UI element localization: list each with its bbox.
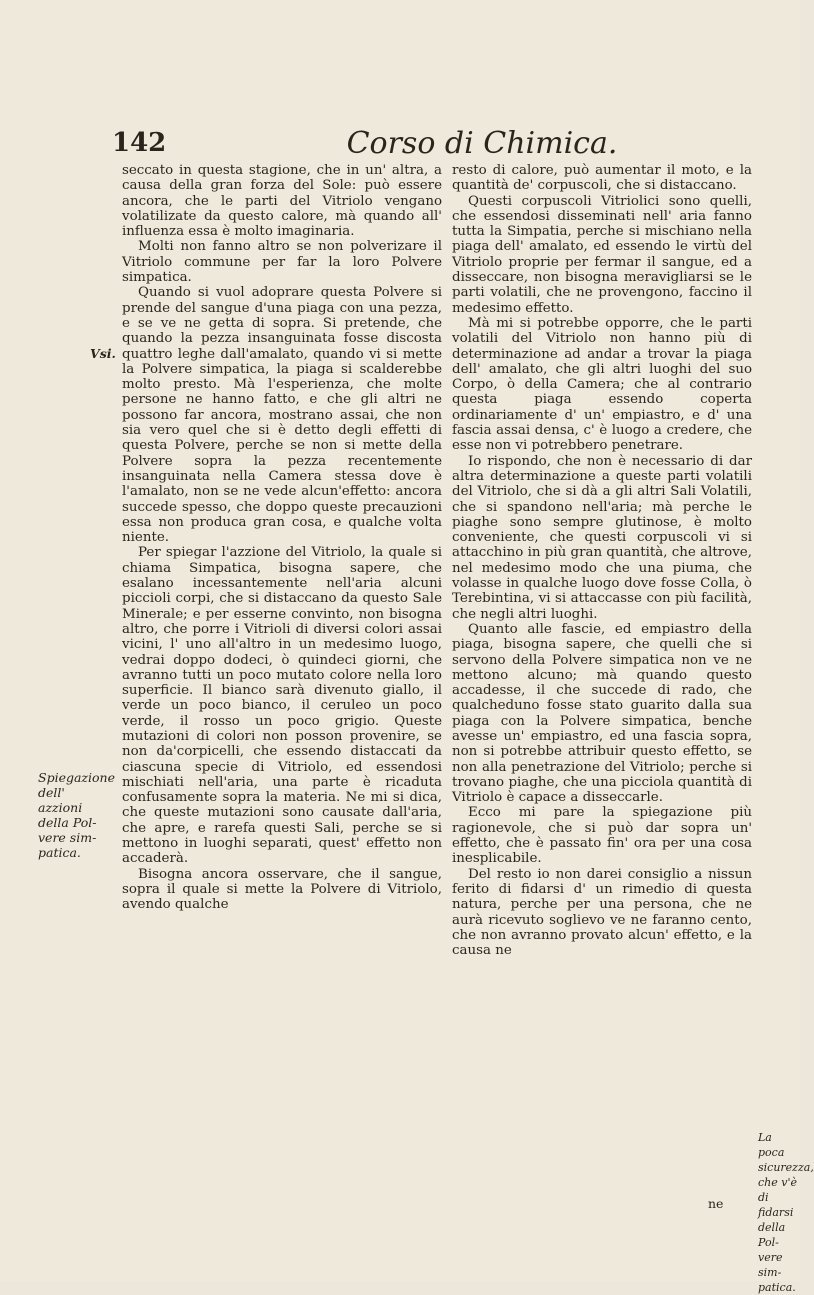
catchword: ne bbox=[708, 1196, 724, 1211]
paragraph: Quanto alle fascie, ed empiastro della piaga, bisogna sapere, che quelli che si servono della Polvere simpatica non ve ne mettono alcuno; mà quando questo accadesse, il che succede di rado, che qualcheduno fosse stato guarito dalla sua piaga con la Polvere simpatica, benche avesse un' empiastro, ed una fascia sopra, non si potrebbe attribuir questo effetto, se non alla penetrazione del Vitriolo; perche si trovano piaghe, che una picciola quantità di Vitriolo è capace a disseccarle. bbox=[452, 621, 752, 806]
paragraph: Ecco mi pare la spiegazione più ragionevole, che si può dar sopra un' effetto, che è passato fin' ora per una cosa inesplicabile. bbox=[452, 805, 752, 867]
paragraph: Io rispondo, che non è necessario di dar altra determinazione a queste parti volatili del Vitriolo, che si dà a gli altri Sali Volatili, che si spandono nell'aria; mà perche le piaghe sono sempre glutinose, è molto conveniente, che questi corpuscoli vi si attacchino in più gran quantità, che altrove, nel medesimo modo che una piuma, che volasse in qualche luogo dove fosse Colla, ò Terebintina, vi si attaccasse con più facilità, che negli altri luoghi. bbox=[452, 453, 752, 622]
margin-note-vedi: Vsi. bbox=[90, 346, 116, 361]
paragraph: seccato in questa stagione, che in un' altra, a causa della gran forza del Sole: può essere ancora, che le parti del Vitriolo vengano volatilizate da questo calore, mà quando all' influenza essa è molto imaginaria. bbox=[122, 163, 442, 240]
margin-note-spiegazione: Spiegazione dell' azzioni della Pol- vere sim- patica. bbox=[38, 770, 115, 860]
page-number: 142 bbox=[112, 128, 167, 158]
running-title: Corso di Chimica. bbox=[346, 126, 618, 161]
paragraph: Molti non fanno altro se non polverizare il Vitriolo commune per far la loro Polvere simpatica. bbox=[122, 239, 442, 286]
left-column bbox=[122, 163, 442, 913]
paragraph: Mà mi si potrebbe opporre, che le parti volatili del Vitriolo non hanno più di determinazione ad andar a trovar la piaga dell' amalato, che gli altri luoghi del suo Corpo, ò della Camera; che al contrario questa piaga essendo coperta ordinariamente d' un' empiastro, e d' una fascia assai densa, c' è luogo a credere, che esse non vi potrebbero penetrare. bbox=[452, 315, 752, 454]
paragraph: Questi corpuscoli Vitriolici sono quelli, che essendosi disseminati nell' aria fanno tutta la Simpatia, perche si mischiano nella piaga dell' amalato, ed essendo le virtù del Vitriolo proprie per fermar il sangue, ed a disseccare, non bisogna meravigliarsi se le parti volatili, che ne provengono, faccino il medesimo effetto. bbox=[452, 193, 752, 316]
paragraph: Del resto io non darei consiglio a nissun ferito di fidarsi d' un rimedio di questa natura, perche per una persona, che ne aurà ricevuto soglievo ve ne faranno cento, che non avranno provato alcun' effetto, e la causa ne bbox=[452, 866, 752, 959]
paragraph: resto di calore, può aumentar il moto, e la quantità de' corpuscoli, che si distaccano. bbox=[452, 163, 752, 194]
paragraph: Per spiegar l'azzione del Vitriolo, la quale si chiama Simpatica, bisogna sapere, che esalano incessantemente nell'aria alcuni piccioli corpi, che si distaccano da questo Sale Minerale; e per esserne convinto, non bisogna altro, che porre i Vitrioli di diversi colori assai vicini, l' uno all'altro in un medesimo luogo, vedrai doppo dodeci, ò quindeci giorni, che avranno tutti un poco mutato colore nella loro superficie. Il bianco sarà divenuto giallo, il verde un poco bianco, il ceruleo un poco verde, il rosso un poco grigio. Queste mutazioni di colori non posson provenire, se non da'corpicelli, che essendo distaccati da ciascuna specie di Vitriolo, ed essendosi mischiati nell'aria, una parte è ricaduta confusamente sopra la materia. Ne mi si dica, che queste mutazioni sono causate dall'aria, che apre, e rarefa questi Sali, perche se si mettono in luoghi separati, quest' effetto non accaderà. bbox=[122, 545, 442, 867]
paragraph: Quando si vuol adoprare questa Polvere si prende del sangue d'una piaga con una pezza, e se ve ne getta di sopra. Si pretende, che quando la pezza insanguinata fosse discosta quattro leghe dall'amalato, quando vi si mette la Polvere simpatica, la piaga si scalderebbe molto presto. Mà l'esperienza, che molte persone ne hanno fatto, e che gli altri ne possono far ancora, mostrano assai, che non sia vero quel che si è detto degli effetti di questa Polvere, perche se non si mette della Polvere sopra la pezza recentemente insanguinata nella Camera stessa dove è l'amalato, non se ne vede alcun'effetto: ancora succede spesso, che doppo queste precauzioni essa non produca gran cosa, e qualche volta niente. bbox=[122, 285, 442, 546]
page-header bbox=[112, 128, 732, 168]
right-column bbox=[452, 163, 752, 958]
paragraph: Bisogna ancora osservare, che il sangue, sopra il quale si mette la Polvere di Vitriolo, avendo qualche bbox=[122, 866, 442, 913]
margin-note-poca: La poca sicurezza, che v'è di fidarsi della Pol- vere sim- patica. bbox=[758, 1131, 814, 1294]
